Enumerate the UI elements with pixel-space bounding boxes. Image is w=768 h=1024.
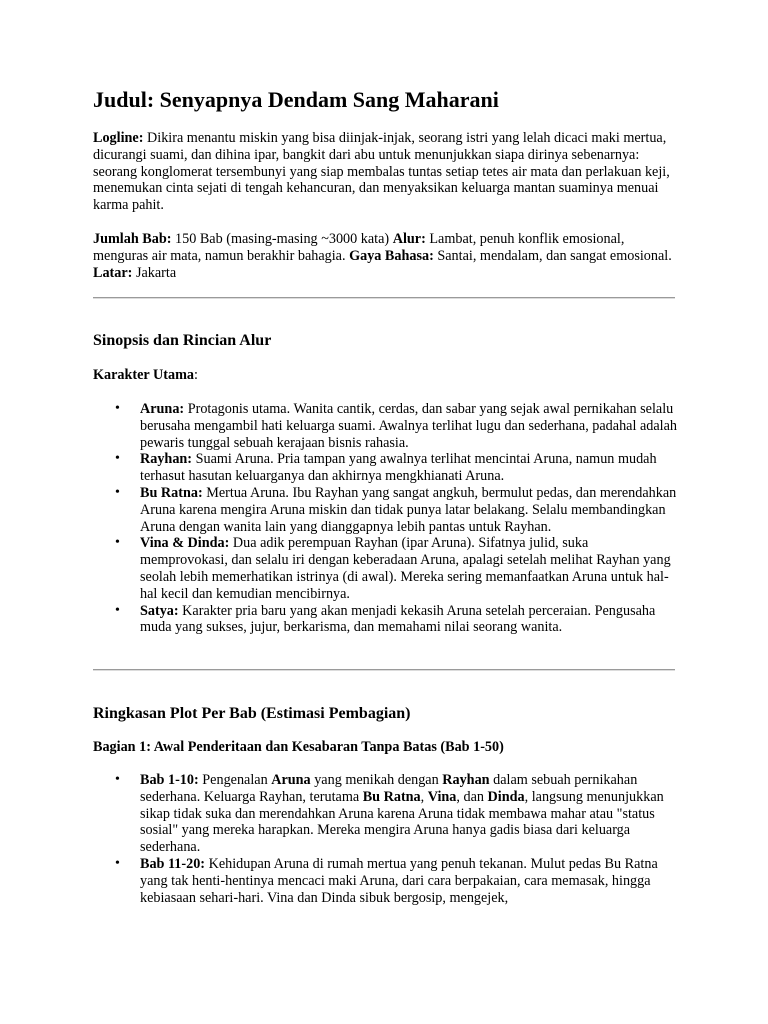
bullet-icon: • <box>115 535 120 551</box>
character-name: Vina & Dinda: <box>140 535 230 552</box>
character-item-satya <box>93 603 678 637</box>
karakter-utama-colon: : <box>194 367 198 383</box>
latar-label: Latar: <box>93 264 133 281</box>
chapter-name-bold: Rayhan <box>442 772 490 788</box>
logline-paragraph <box>93 130 678 214</box>
chapter-item-bab-1-10 <box>93 772 678 856</box>
character-name: Bu Ratna: <box>140 484 203 501</box>
bullet-icon: • <box>115 855 120 871</box>
character-item-vina-dinda <box>93 535 678 602</box>
logline-label: Logline: <box>93 130 144 146</box>
character-item-rayhan <box>93 451 678 485</box>
chapter-text: , dan <box>456 788 484 805</box>
chapter-label: Bab 11-20: <box>140 855 206 872</box>
plot-heading: Ringkasan Plot Per Bab (Estimasi Pembagian) <box>93 705 411 722</box>
chapter-text: , <box>420 788 425 805</box>
horizontal-divider <box>93 669 675 671</box>
sinopsis-heading: Sinopsis dan Rincian Alur <box>93 332 272 349</box>
chapter-text: dalam sebuah pernikahan sederhana. Keluarga Rayhan, terutama <box>140 772 638 805</box>
chapter-item-bab-11-20 <box>93 856 678 906</box>
part1-heading: Bagian 1: Awal Penderitaan dan Kesabaran Tanpa Batas (Bab 1-50) <box>93 739 504 755</box>
chapter-name-bold: Dinda <box>487 788 525 805</box>
chapter-name-bold: Aruna <box>271 772 311 788</box>
document-title: Judul: Senyapnya Dendam Sang Maharani <box>93 87 499 112</box>
karakter-utama-label: Karakter Utama <box>93 367 194 383</box>
chapter-name-bold: Bu Ratna <box>362 788 421 805</box>
character-desc: Karakter pria baru yang akan menjadi kekasih Aruna setelah perceraian. Pengusaha muda yang sukses, jujur, berkarisma, dan memahami nilai seorang wanita. <box>140 602 656 636</box>
bullet-icon: • <box>115 602 120 618</box>
bab-count-label: Jumlah Bab: <box>93 231 172 247</box>
chapter-text: Kehidupan Aruna di rumah mertua yang penuh tekanan. Mulut pedas Bu Ratna yang tak henti-hentinya mencaci maki Aruna, dari cara berpakaian, cara memasak, hingga kebiasaan sehari-hari. Vina dan Dinda sibuk bergosip, mengejek, <box>140 855 658 906</box>
gaya-bahasa-label: Gaya Bahasa: <box>349 247 434 264</box>
character-name: Satya: <box>140 602 179 619</box>
bullet-icon: • <box>115 401 120 416</box>
chapter-label: Bab 1-10: <box>140 772 199 788</box>
bullet-icon: • <box>115 772 120 787</box>
bullet-icon: • <box>115 484 120 500</box>
chapter-text: Pengenalan <box>202 772 268 788</box>
gaya-bahasa-value: Santai, mendalam, dan sangat emosional. <box>437 247 672 264</box>
chapter-text: yang menikah dengan <box>314 772 439 788</box>
chapter-text: , langsung menunjukkan sikap tidak suka dan merendahkan Aruna karena Aruna tidak membawa mahar atau "status sosial" yang mereka harapkan. Mereka mengira Aruna hanya gadis biasa dari keluarga sederhana. <box>140 788 664 856</box>
character-list <box>93 401 678 636</box>
meta-paragraph <box>93 231 678 281</box>
alur-label: Alur: <box>392 231 426 247</box>
character-desc: Mertua Aruna. Ibu Rayhan yang sangat angkuh, bermulut pedas, dan merendahkan Aruna karena mengira Aruna miskin dan tidak punya latar belakang. Selalu membandingkan Aruna dengan wanita lain yang dianggapnya lebih pantas untuk Rayhan. <box>140 484 677 535</box>
chapter-name-bold: Vina <box>427 788 457 805</box>
character-desc: Protagonis utama. Wanita cantik, cerdas, dan sabar yang sejak awal pernikahan selalu berusaha mengambil hati keluarga suami. Awalnya terlihat lugu dan sederhana, padahal adalah pewaris tunggal sebuah kerajaan bisnis rahasia. <box>140 401 677 451</box>
latar-value: Jakarta <box>135 264 177 281</box>
karakter-utama-heading <box>93 367 198 384</box>
logline-text: Dikira menantu miskin yang bisa diinjak-injak, seorang istri yang lelah dicaci maki mertua, dicurangi suami, dan dihina ipar, bangkit dari abu untuk menunjukkan siapa dirinya sebenarnya: seorang konglomerat tersembunyi yang siap membalas tuntas setiap tetes air mata dan perlakuan keji, menemukan cinta sejati di tengah kehancuran, dan menyaksikan keluarga mantan suaminya menuai karma pahit. <box>93 130 670 214</box>
bab-count-value: 150 Bab (masing-masing ~3000 kata) <box>175 231 390 247</box>
character-item-aruna <box>93 401 678 451</box>
character-name: Rayhan: <box>140 451 193 468</box>
character-desc: Suami Aruna. Pria tampan yang awalnya terlihat mencintai Aruna, namun mudah terhasut hasutan keluarganya dan akhirnya mengkhianati Aruna. <box>140 451 657 485</box>
bullet-icon: • <box>115 451 120 467</box>
chapter-list <box>93 772 678 906</box>
character-name: Aruna: <box>140 401 185 417</box>
alur-value: Lambat, penuh konflik emosional, menguras air mata, namun berakhir bahagia. <box>93 231 625 264</box>
character-desc: Dua adik perempuan Rayhan (ipar Aruna). Sifatnya julid, suka memprovokasi, dan selalu iri dengan keberadaan Aruna, apalagi setelah melihat Rayhan yang seolah lebih memerhatikan istrinya (di awal). Mereka sering memanfaatkan Aruna untuk hal-hal kecil dan kemudian mencibirnya. <box>140 535 671 602</box>
character-item-bu-ratna <box>93 485 678 535</box>
horizontal-divider <box>93 297 675 299</box>
